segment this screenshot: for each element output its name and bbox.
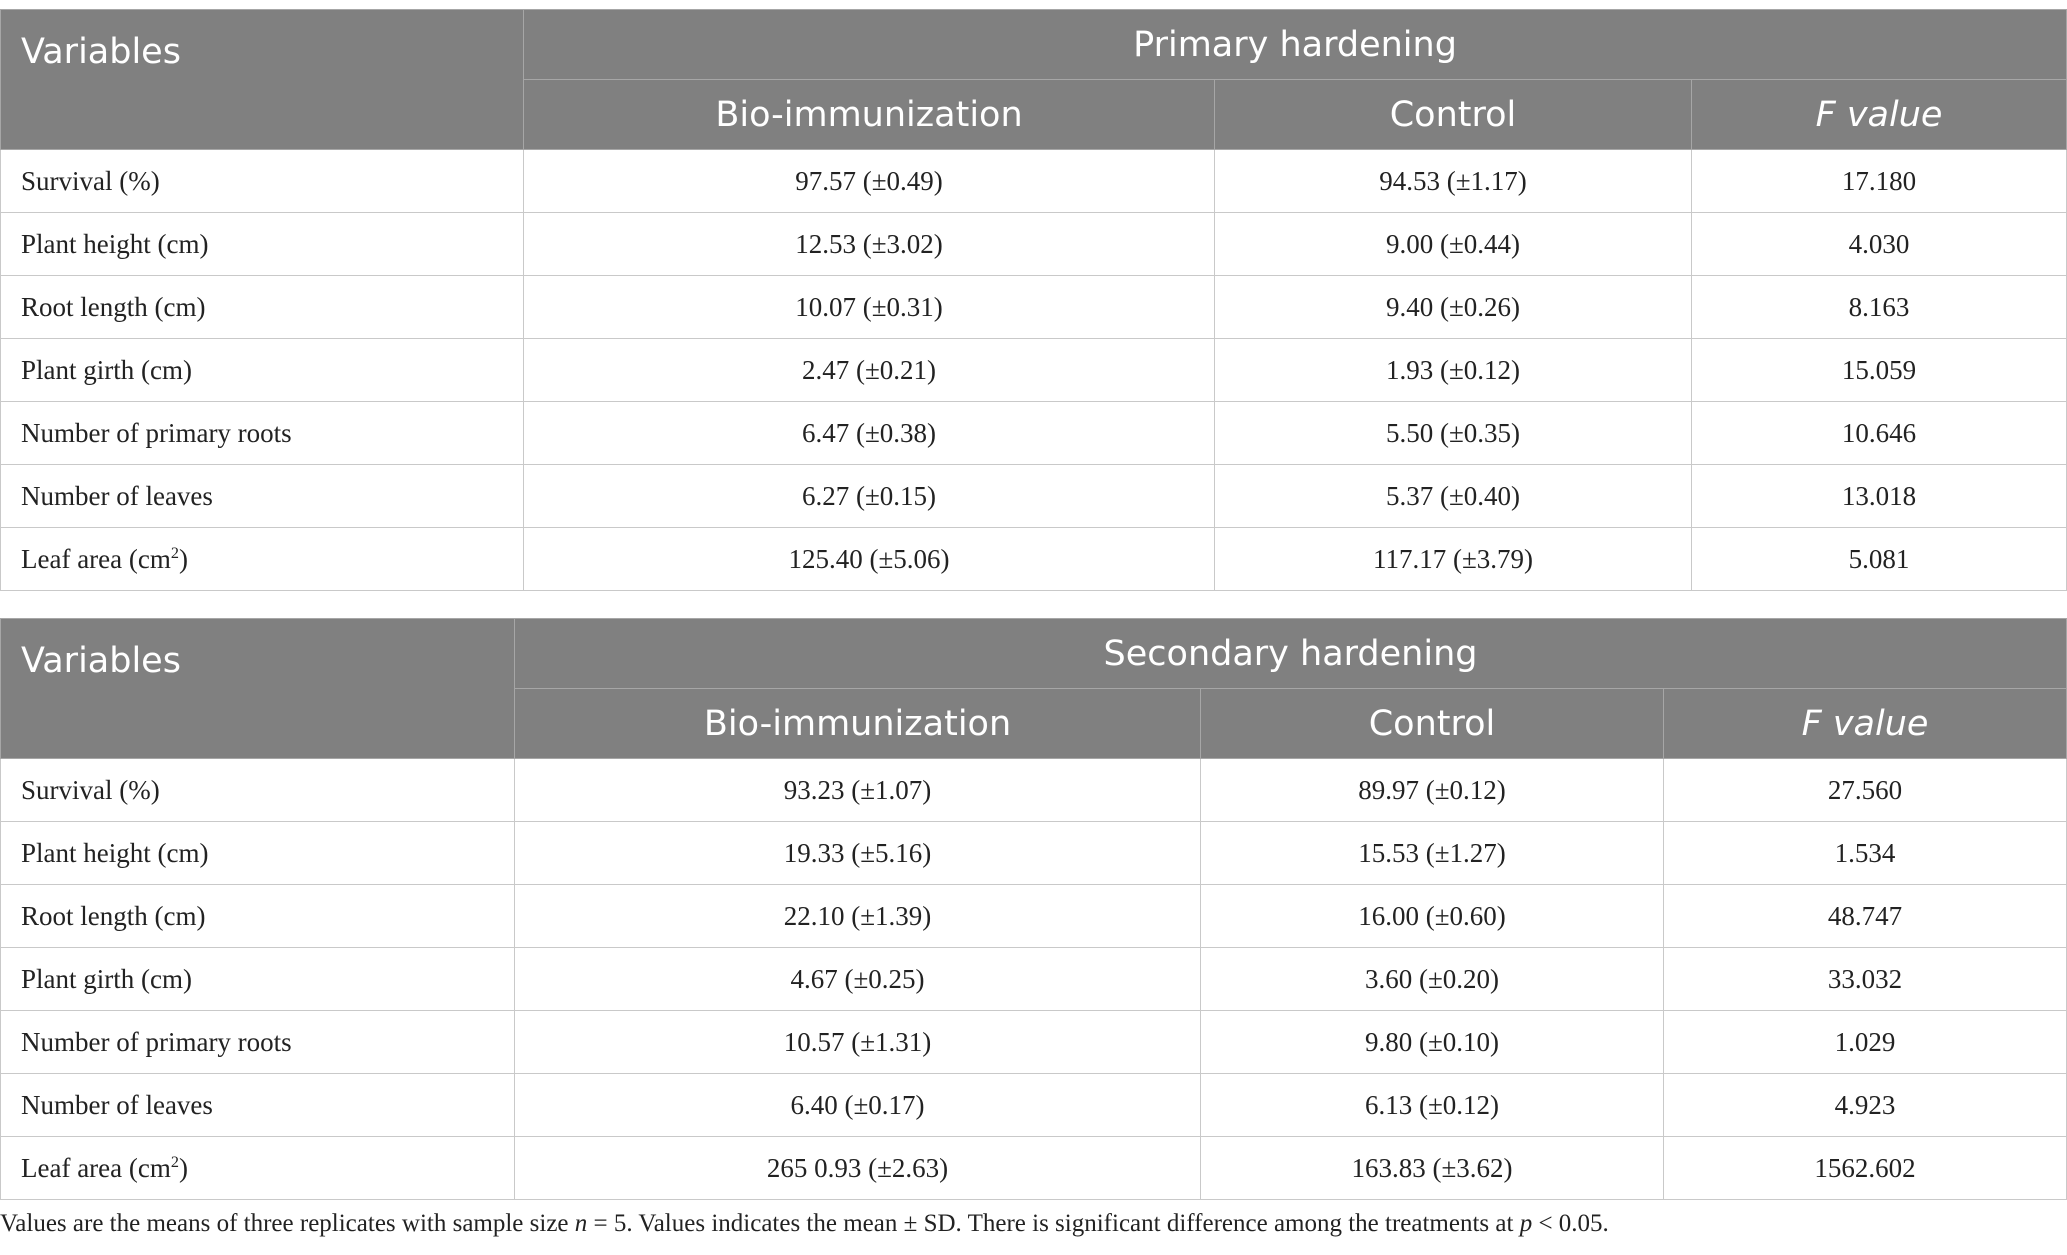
variable-label xyxy=(1,528,524,591)
variable-label: Number of primary roots xyxy=(1,1011,515,1074)
control-value: 9.00 (±0.44) xyxy=(1215,213,1692,276)
variable-label: Plant girth (cm) xyxy=(1,948,515,1011)
bio-value: 10.07 (±0.31) xyxy=(524,276,1215,339)
table-row xyxy=(1,528,2067,591)
control-value: 5.37 (±0.40) xyxy=(1215,465,1692,528)
variable-label: Number of primary roots xyxy=(1,402,524,465)
variable-label: Survival (%) xyxy=(1,759,515,822)
bio-immunization-header: Bio-immunization xyxy=(515,689,1201,759)
variable-label: Root length (cm) xyxy=(1,276,524,339)
bio-value: 22.10 (±1.39) xyxy=(515,885,1201,948)
footnote-n-symbol: n xyxy=(574,1210,588,1237)
bio-value: 6.47 (±0.38) xyxy=(524,402,1215,465)
control-value: 117.17 (±3.79) xyxy=(1215,528,1692,591)
bio-value: 265 0.93 (±2.63) xyxy=(515,1137,1201,1200)
control-value: 89.97 (±0.12) xyxy=(1201,759,1664,822)
bio-value: 6.40 (±0.17) xyxy=(515,1074,1201,1137)
control-value: 16.00 (±0.60) xyxy=(1201,885,1664,948)
bio-value: 97.57 (±0.49) xyxy=(524,150,1215,213)
control-value: 15.53 (±1.27) xyxy=(1201,822,1664,885)
secondary-hardening-table xyxy=(0,618,2067,1200)
variable-label xyxy=(1,1137,515,1200)
footnote-part3: < 0.05. xyxy=(1532,1210,1609,1237)
table-row xyxy=(1,1074,2067,1137)
label-text: Leaf area (cm xyxy=(21,1152,171,1183)
variable-label: Plant height (cm) xyxy=(1,213,524,276)
table-footnote xyxy=(0,1210,2060,1238)
footnote-p-symbol: p xyxy=(1519,1210,1533,1237)
variables-header: Variables xyxy=(1,619,515,759)
table-row xyxy=(1,1137,2067,1200)
label-text: Leaf area (cm xyxy=(21,543,171,574)
bio-value: 125.40 (±5.06) xyxy=(524,528,1215,591)
f-value: 4.030 xyxy=(1692,213,2067,276)
table-row xyxy=(1,339,2067,402)
f-value: 27.560 xyxy=(1664,759,2067,822)
table-row xyxy=(1,213,2067,276)
control-value: 1.93 (±0.12) xyxy=(1215,339,1692,402)
variable-label: Number of leaves xyxy=(1,465,524,528)
table-row xyxy=(1,150,2067,213)
control-value: 163.83 (±3.62) xyxy=(1201,1137,1664,1200)
table-row xyxy=(1,276,2067,339)
bio-value: 4.67 (±0.25) xyxy=(515,948,1201,1011)
bio-value: 93.23 (±1.07) xyxy=(515,759,1201,822)
control-header: Control xyxy=(1201,689,1664,759)
control-value: 9.80 (±0.10) xyxy=(1201,1011,1664,1074)
f-value-header: F value xyxy=(1692,80,2067,150)
f-value-header: F value xyxy=(1664,689,2067,759)
f-value: 8.163 xyxy=(1692,276,2067,339)
label-superscript: 2 xyxy=(170,543,179,562)
label-end: ) xyxy=(178,1152,188,1183)
control-value: 5.50 (±0.35) xyxy=(1215,402,1692,465)
variable-label: Survival (%) xyxy=(1,150,524,213)
f-value: 5.081 xyxy=(1692,528,2067,591)
label-superscript: 2 xyxy=(170,1152,179,1171)
f-value: 13.018 xyxy=(1692,465,2067,528)
bio-value: 19.33 (±5.16) xyxy=(515,822,1201,885)
primary-hardening-table xyxy=(0,9,2067,591)
table-row xyxy=(1,822,2067,885)
bio-value: 10.57 (±1.31) xyxy=(515,1011,1201,1074)
table-row xyxy=(1,465,2067,528)
f-value: 1.029 xyxy=(1664,1011,2067,1074)
variable-label: Plant height (cm) xyxy=(1,822,515,885)
f-value: 10.646 xyxy=(1692,402,2067,465)
control-header: Control xyxy=(1215,80,1692,150)
variable-label: Number of leaves xyxy=(1,1074,515,1137)
table-row xyxy=(1,885,2067,948)
f-value: 15.059 xyxy=(1692,339,2067,402)
group-header: Primary hardening xyxy=(524,10,2067,80)
label-end: ) xyxy=(178,543,188,574)
table-row xyxy=(1,402,2067,465)
control-value: 6.13 (±0.12) xyxy=(1201,1074,1664,1137)
bio-value: 2.47 (±0.21) xyxy=(524,339,1215,402)
variables-header: Variables xyxy=(1,10,524,150)
f-value: 4.923 xyxy=(1664,1074,2067,1137)
table-row xyxy=(1,759,2067,822)
control-value: 94.53 (±1.17) xyxy=(1215,150,1692,213)
bio-value: 6.27 (±0.15) xyxy=(524,465,1215,528)
table-row xyxy=(1,1011,2067,1074)
group-header: Secondary hardening xyxy=(515,619,2067,689)
variable-label: Root length (cm) xyxy=(1,885,515,948)
footnote-part1: Values are the means of three replicates with sample size xyxy=(0,1210,575,1237)
f-value: 33.032 xyxy=(1664,948,2067,1011)
table-row xyxy=(1,948,2067,1011)
f-value: 1562.602 xyxy=(1664,1137,2067,1200)
f-value: 48.747 xyxy=(1664,885,2067,948)
f-value: 17.180 xyxy=(1692,150,2067,213)
bio-value: 12.53 (±3.02) xyxy=(524,213,1215,276)
control-value: 3.60 (±0.20) xyxy=(1201,948,1664,1011)
f-value: 1.534 xyxy=(1664,822,2067,885)
bio-immunization-header: Bio-immunization xyxy=(524,80,1215,150)
variable-label: Plant girth (cm) xyxy=(1,339,524,402)
control-value: 9.40 (±0.26) xyxy=(1215,276,1692,339)
footnote-part2: = 5. Values indicates the mean ± SD. There is significant difference among the treatments at xyxy=(587,1210,1520,1237)
